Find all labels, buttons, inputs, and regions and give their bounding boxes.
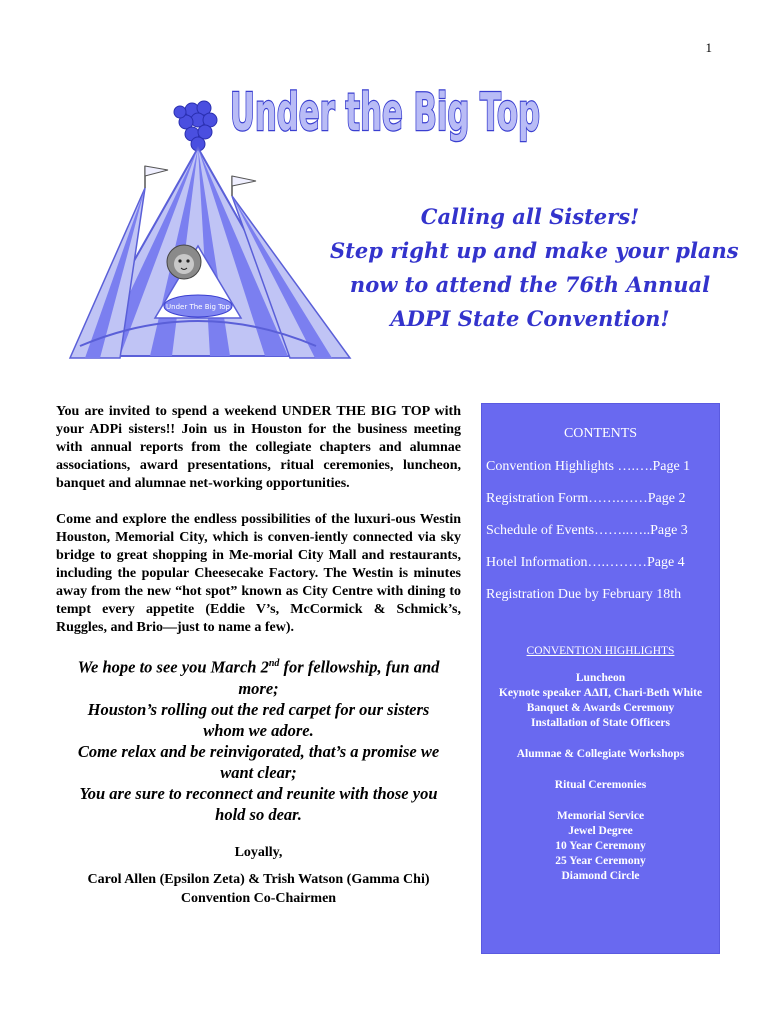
toc-item: Registration Form…….……Page 2 bbox=[486, 491, 686, 506]
tent-icon bbox=[70, 148, 350, 358]
poem-line: more; bbox=[238, 678, 279, 698]
toc-item: Convention Highlights ….….Page 1 bbox=[486, 459, 691, 474]
poem-line: Come relax and be reinvigorated, that’s a promise we bbox=[77, 741, 440, 761]
toc-item: Hotel Information….………Page 4 bbox=[486, 555, 685, 570]
highlight-item: Jewel Degree bbox=[568, 825, 633, 837]
lion-icon bbox=[167, 245, 201, 279]
highlight-item: Memorial Service bbox=[556, 810, 645, 822]
registration-due: Registration Due by February 18th bbox=[486, 587, 682, 602]
highlights-group bbox=[482, 778, 719, 793]
highlight-item: Alumnae & Collegiate Workshops bbox=[516, 748, 685, 760]
tent-sign-text: Under The Big Top bbox=[166, 303, 230, 311]
contents-sidebar bbox=[481, 403, 720, 954]
poem-line: whom we adore. bbox=[203, 720, 314, 740]
tent-sign bbox=[164, 295, 232, 317]
circus-tent-illustration bbox=[60, 96, 360, 376]
toc-item: Schedule of Events……..…..Page 3 bbox=[486, 523, 688, 538]
westin-paragraph: Come and explore the endless possibilities of the luxuri-ous Westin Houston, Memorial City, which is conven-iently connected via sky bridge to great shopping in Me-morial City Mall and restaurants, including the popular Cheesecake Factory. The Westin is minutes away from the new “hot spot” known as City Centre with dining to tempt every appetite (Eddie V’s, McCormick & Schmick’s, Ruggles, and Brio—just to name a few). bbox=[56, 512, 461, 635]
highlight-item: Luncheon bbox=[575, 672, 626, 684]
invitation-column bbox=[56, 403, 461, 908]
invitation-paragraph: You are invited to spend a weekend UNDER THE BIG TOP with your ADPi sisters!! Join us in Houston for the business meeting with annual reports from the collegiate chapters and alumnae associations, award presentations, ritual ceremonies, luncheon, banquet and alumnae net-working opportunities. bbox=[56, 404, 461, 491]
contents-title: CONTENTS bbox=[563, 426, 638, 441]
highlight-item: Banquet & Awards Ceremony bbox=[526, 702, 675, 714]
highlights-title: CONVENTION HIGHLIGHTS bbox=[526, 645, 675, 657]
calling-line: now to attend the 76th Annual bbox=[349, 272, 711, 297]
balloons-icon bbox=[174, 101, 217, 151]
signers: Carol Allen (Epsilon Zeta) & Trish Watson (Gamma Chi) bbox=[87, 871, 430, 887]
calling-line: Calling all Sisters! bbox=[420, 204, 640, 229]
calling-all-sisters-heading bbox=[330, 200, 739, 336]
page-number: 1 bbox=[705, 40, 712, 55]
signer-role: Convention Co-Chairmen bbox=[180, 890, 337, 906]
highlights-group bbox=[482, 809, 719, 884]
highlight-item: 10 Year Ceremony bbox=[555, 840, 646, 852]
highlights-group bbox=[482, 671, 719, 731]
poem bbox=[56, 653, 461, 825]
signature-block bbox=[56, 843, 461, 908]
poem-line: want clear; bbox=[220, 762, 297, 782]
poem-line: hold so dear. bbox=[215, 804, 302, 824]
highlight-item: Installation of State Officers bbox=[531, 717, 670, 729]
calling-line: Step right up and make your plans bbox=[330, 238, 739, 263]
highlight-item: 25 Year Ceremony bbox=[555, 855, 646, 867]
poem-line: You are sure to reconnect and reunite with those you bbox=[79, 783, 438, 803]
highlight-item: Diamond Circle bbox=[561, 870, 640, 882]
banner-title-text: Under the Big Top bbox=[230, 83, 540, 143]
poem-line: Houston’s rolling out the red carpet for our sisters bbox=[87, 699, 430, 719]
highlight-item: Keynote speaker ΑΔΠ, Chari-Beth White bbox=[498, 687, 703, 699]
poem-line: We hope to see you March 2nd for fellowship, fun and bbox=[77, 657, 440, 677]
calling-line: ADPI State Convention! bbox=[390, 306, 670, 331]
closing: Loyally, bbox=[234, 844, 283, 860]
highlight-item: Ritual Ceremonies bbox=[554, 779, 647, 791]
highlights-group bbox=[482, 747, 719, 762]
